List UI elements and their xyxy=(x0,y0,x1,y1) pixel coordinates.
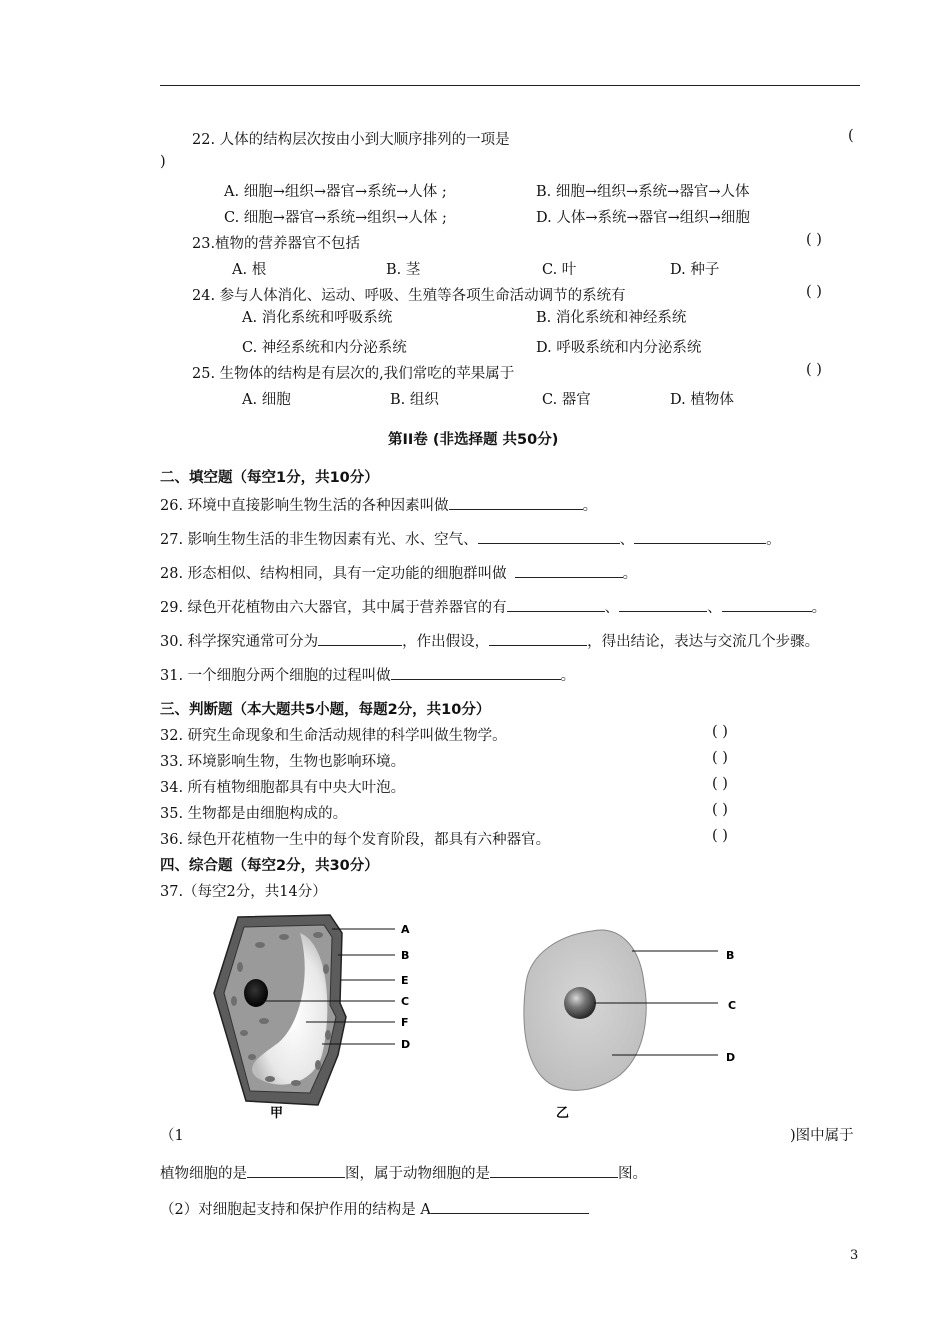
q24-option-d: D. 呼吸系统和内分泌系统 xyxy=(536,340,702,356)
q22-option-c: C. 细胞→器官→系统→组织→人体 ; xyxy=(224,210,447,226)
q27-sep: 、 xyxy=(619,532,635,548)
q28 xyxy=(160,562,637,583)
cell-diagram xyxy=(200,905,760,1127)
part2-title: 第II卷 (非选择题 共50分) xyxy=(388,432,559,448)
q23-paren: ( ) xyxy=(806,232,822,248)
q24-option-a: A. 消化系统和呼吸系统 xyxy=(242,310,393,326)
q28-end: 。 xyxy=(622,566,638,582)
q23-option-b: B. 茎 xyxy=(386,262,421,278)
q31-end: 。 xyxy=(560,668,576,684)
q27 xyxy=(160,528,781,549)
q30-blank-1[interactable] xyxy=(318,631,402,646)
q36-paren: ( ) xyxy=(712,828,728,844)
q26-blank[interactable] xyxy=(449,495,583,510)
q25-option-d: D. 植物体 xyxy=(670,392,734,408)
q27-blank-1[interactable] xyxy=(478,529,620,544)
plant-nucleus xyxy=(244,979,268,1007)
section4-title: 四、综合题（每空2分，共30分） xyxy=(160,858,379,874)
plant-label-c: C xyxy=(401,995,410,1008)
q30-text: 30. 科学探究通常可分为 xyxy=(160,634,319,650)
q37-1-blank-2[interactable] xyxy=(490,1163,618,1178)
q22-option-a: A. 细胞→组织→器官→系统→人体 ; xyxy=(224,184,447,200)
q35: 35. 生物都是由细胞构成的。 xyxy=(160,806,348,822)
q26 xyxy=(160,494,597,515)
q24-stem: 24. 参与人体消化、运动、呼吸、生殖等各项生命活动调节的系统有 xyxy=(192,288,626,304)
q28-blank[interactable] xyxy=(515,563,623,578)
plant-label-d: D xyxy=(401,1038,411,1051)
q37-2-text: （2）对细胞起支持和保护作用的结构是 A xyxy=(160,1202,431,1218)
q31-text: 31. 一个细胞分两个细胞的过程叫做 xyxy=(160,668,391,684)
q23-option-a: A. 根 xyxy=(232,262,267,278)
q37-2-blank[interactable] xyxy=(431,1199,589,1214)
q30-blank-2[interactable] xyxy=(489,631,587,646)
q36: 36. 绿色开花植物一生中的每个发育阶段，都具有六种器官。 xyxy=(160,832,551,848)
q24-option-c: C. 神经系统和内分泌系统 xyxy=(242,340,407,356)
q32-paren: ( ) xyxy=(712,724,728,740)
q25-stem: 25. 生物体的结构是有层次的,我们常吃的苹果属于 xyxy=(192,366,515,382)
section3-title: 三、判断题（本大题共5小题，每题2分，共10分） xyxy=(160,702,491,718)
animal-label-d: D xyxy=(726,1051,736,1064)
q37-2 xyxy=(160,1198,589,1219)
q29-end: 。 xyxy=(811,600,827,616)
q23-option-c: C. 叶 xyxy=(542,262,577,278)
q22-paren-close: ) xyxy=(160,154,166,170)
q28-text: 28. 形态相似、结构相同，具有一定功能的细胞群叫做 xyxy=(160,566,507,582)
q23-stem: 23.植物的营养器官不包括 xyxy=(192,236,361,252)
q23-option-d: D. 种子 xyxy=(670,262,720,278)
q27-end: 。 xyxy=(766,532,781,548)
page-number: 3 xyxy=(850,1248,859,1263)
q27-text: 27. 影响生物生活的非生物因素有光、水、空气、 xyxy=(160,532,478,548)
q35-paren: ( ) xyxy=(712,802,728,818)
q24-option-b: B. 消化系统和神经系统 xyxy=(536,310,687,326)
q29-text: 29. 绿色开花植物由六大器官，其中属于营养器官的有 xyxy=(160,600,507,616)
animal-label-c: C xyxy=(728,999,737,1012)
header-rule xyxy=(160,85,860,86)
q22-option-d: D. 人体→系统→器官→组织→细胞 xyxy=(536,210,750,226)
q34-paren: ( ) xyxy=(712,776,728,792)
q25-option-c: C. 器官 xyxy=(542,392,591,408)
q37-1-text-c: 图。 xyxy=(618,1166,647,1182)
q22-option-b: B. 细胞→组织→系统→器官→人体 xyxy=(536,184,750,200)
q37-1-text-a: 植物细胞的是 xyxy=(160,1166,247,1182)
q25-paren: ( ) xyxy=(806,362,822,378)
plant-label-e: E xyxy=(401,974,409,987)
q26-end: 。 xyxy=(582,498,598,514)
q32: 32. 研究生命现象和生命活动规律的科学叫做生物学。 xyxy=(160,728,507,744)
q33: 33. 环境影响生物，生物也影响环境。 xyxy=(160,754,406,770)
q30-mid: ，作出假设， xyxy=(402,634,490,650)
q29-blank-1[interactable] xyxy=(507,597,605,612)
q33-paren: ( ) xyxy=(712,750,728,766)
q34: 34. 所有植物细胞都具有中央大叶泡。 xyxy=(160,780,406,796)
q29 xyxy=(160,596,826,617)
q29-blank-3[interactable] xyxy=(722,597,812,612)
plant-caption: 甲 xyxy=(270,1106,284,1121)
q29-sep-2: 、 xyxy=(707,600,722,616)
q27-blank-2[interactable] xyxy=(634,529,766,544)
q37-header: 37.（每空2分，共14分） xyxy=(160,884,327,900)
plant-label-a: A xyxy=(401,923,410,936)
q25-option-b: B. 组织 xyxy=(390,392,439,408)
plant-cell xyxy=(214,915,410,1121)
q26-text: 26. 环境中直接影响生物生活的各种因素叫做 xyxy=(160,498,449,514)
q30-end: ，得出结论，表达与交流几个步骤。 xyxy=(587,634,820,650)
animal-cell xyxy=(524,930,736,1121)
q24-paren: ( ) xyxy=(806,284,822,300)
q30 xyxy=(160,630,819,651)
plant-label-f: F xyxy=(401,1016,409,1029)
q22-stem: 22. 人体的结构层次按由小到大顺序排列的一项是 xyxy=(192,132,510,148)
q31-blank[interactable] xyxy=(391,665,561,680)
q37-1-left: （1 xyxy=(160,1128,184,1144)
q37-1-line2 xyxy=(160,1162,647,1183)
q37-1-text-b: 图，属于动物细胞的是 xyxy=(345,1166,490,1182)
animal-caption: 乙 xyxy=(556,1106,570,1121)
q31 xyxy=(160,664,575,685)
q29-sep-1: 、 xyxy=(604,600,620,616)
q29-blank-2[interactable] xyxy=(619,597,707,612)
animal-nucleus xyxy=(564,987,596,1019)
q37-1-blank-1[interactable] xyxy=(247,1163,345,1178)
section2-title: 二、填空题（每空1分，共10分） xyxy=(160,470,379,486)
plant-label-b: B xyxy=(401,949,410,962)
animal-label-b: B xyxy=(726,949,735,962)
q22-paren-open: ( xyxy=(848,128,854,144)
q25-option-a: A. 细胞 xyxy=(242,392,291,408)
q37-1-right: )图中属于 xyxy=(790,1128,854,1144)
